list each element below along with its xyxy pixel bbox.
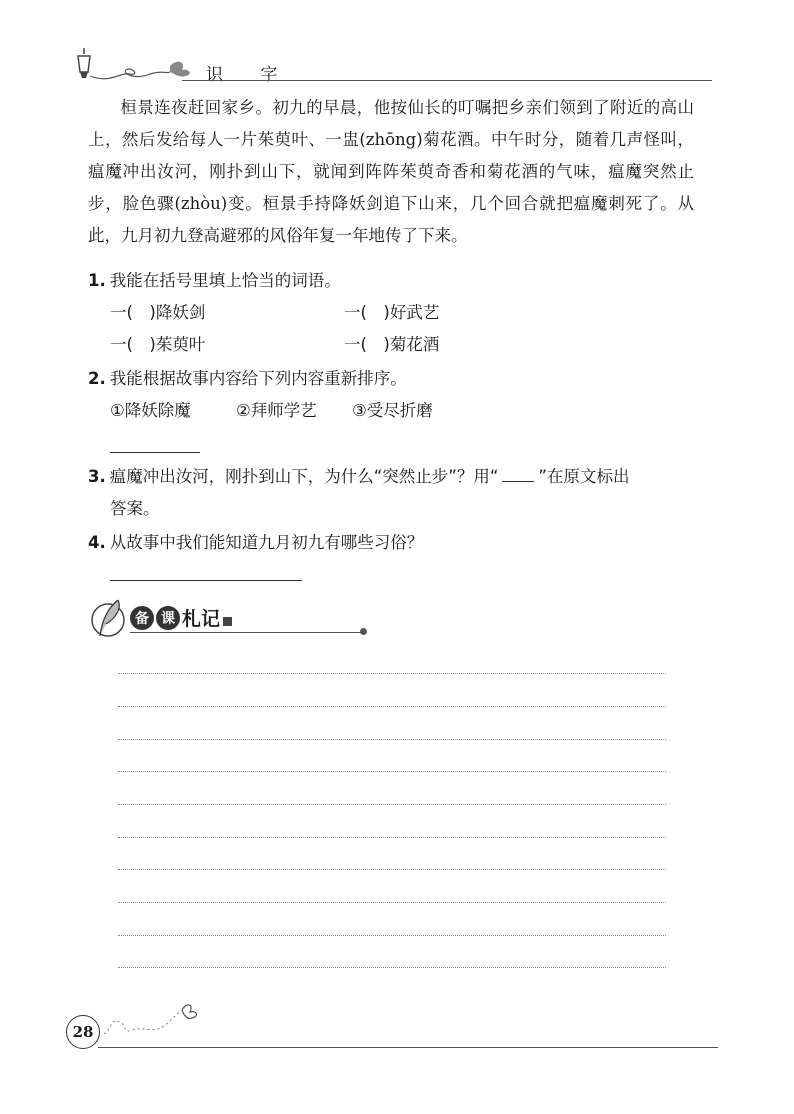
q2-answer-line[interactable]: [110, 452, 200, 453]
notes-line-2[interactable]: [118, 706, 666, 707]
notes-line-3[interactable]: [118, 739, 666, 740]
notes-line-6[interactable]: [118, 837, 666, 838]
feather-pen-icon: [88, 596, 132, 640]
q1-item-1: 一( )降妖剑: [110, 303, 206, 322]
question-1: [88, 266, 341, 296]
question-3-text-after: ”在原文标出: [538, 467, 630, 486]
footer-rule: [98, 1047, 718, 1048]
butterfly-trail-decoration: [100, 1000, 210, 1040]
notes-line-9[interactable]: [118, 935, 666, 936]
question-3: [88, 462, 694, 492]
notes-badge-2: 课: [156, 606, 180, 630]
section-title: 识 字: [206, 65, 294, 85]
question-4: [88, 528, 423, 558]
question-1-text: 我能在括号里填上恰当的词语。: [109, 271, 341, 290]
question-2: [88, 364, 407, 394]
notes-line-1[interactable]: [118, 673, 666, 674]
question-1-number: 1.: [88, 271, 106, 290]
q1-item-4: 一( )菊花酒: [344, 335, 440, 354]
notes-line-4[interactable]: [118, 771, 666, 772]
q1-item-3: 一( )茱萸叶: [110, 335, 206, 354]
question-2-number: 2.: [88, 369, 106, 388]
notes-line-8[interactable]: [118, 902, 666, 903]
question-2-text: 我能根据故事内容给下列内容重新排序。: [109, 369, 407, 388]
square-bullet-icon: [223, 617, 232, 626]
question-3-number: 3.: [88, 467, 106, 486]
q2-option-2: ②拜师学艺: [236, 401, 317, 420]
story-passage: [88, 92, 694, 252]
notes-heading: [130, 604, 232, 631]
underline-mark-sample: [502, 467, 534, 482]
notes-underline: [130, 632, 362, 633]
notes-line-10[interactable]: [118, 967, 666, 968]
passage-text: 桓景连夜赶回家乡。初九的早晨，他按仙长的叮嘱把乡亲们领到了附近的高山上，然后发给每人一片茱萸叶、一盅(zhōng)菊花酒。中午时分，随着几声怪叫，瘟魔冲出汝河，刚扑到山下，就闻到阵阵茱萸奇香和菊花酒的气味，瘟魔突然止步，脸色骤(zhòu)变。桓景手持降妖剑追下山来，几个回合就把瘟魔刺死了。从此，九月初九登高避邪的风俗年复一年地传了下来。: [88, 98, 694, 245]
header-rule: [182, 80, 712, 81]
q1-item-2: 一( )好武艺: [344, 303, 440, 322]
notes-line-7[interactable]: [118, 869, 666, 870]
lantern-vine-decoration: [70, 44, 200, 86]
q2-option-3: ③受尽折磨: [352, 401, 433, 420]
notes-line-5[interactable]: [118, 804, 666, 805]
page-number: 28: [66, 1015, 100, 1049]
question-3-line2: 答案。: [110, 499, 160, 518]
question-3-text-before: 瘟魔冲出汝河，刚扑到山下，为什么“突然止步”？用“: [109, 467, 499, 486]
question-4-number: 4.: [88, 533, 106, 552]
question-4-text: 从故事中我们能知道九月初九有哪些习俗？: [109, 533, 424, 552]
notes-dot-icon: [360, 628, 367, 635]
q4-answer-line[interactable]: [110, 580, 302, 581]
notes-title: 札记: [182, 608, 221, 630]
notes-badge-1: 备: [130, 606, 154, 630]
q2-option-1: ①降妖除魔: [110, 401, 191, 420]
